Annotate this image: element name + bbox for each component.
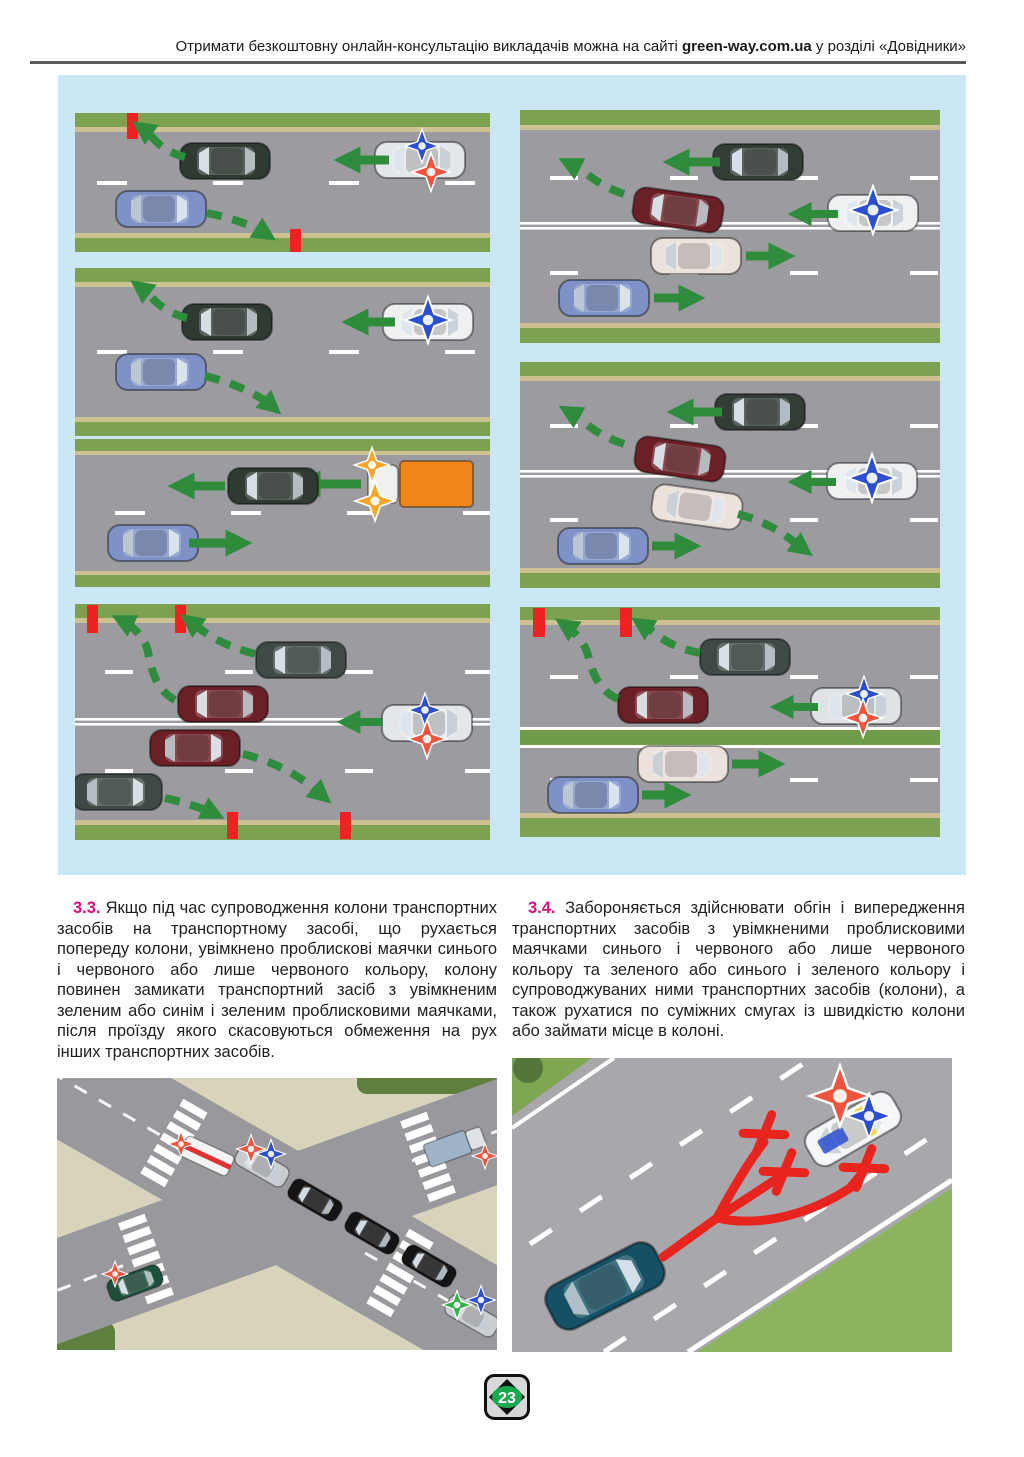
- diagram-four-lane-lane-change: [520, 362, 940, 588]
- page-number: 23: [498, 1390, 516, 1407]
- dark-red-car: [178, 686, 268, 722]
- page-header-note: [30, 38, 966, 55]
- diagram-two-lane-pull-over-with-stop-markers: [75, 113, 490, 252]
- stop-marker: [290, 229, 301, 252]
- blue-car: [108, 525, 198, 561]
- dark-car: [713, 144, 803, 180]
- stop-marker: [127, 113, 138, 139]
- gray-car: [75, 774, 162, 810]
- blue-car: [558, 528, 648, 564]
- stop-marker: [227, 812, 238, 839]
- white-car: [651, 238, 741, 274]
- article-body: Якщо під час супроводження колони транспортних засобів на транспортному засобі, що рухається попереду колони, увімкнено проблискові маячки синього і червоного або лише червоного кольору, колону повинен замикати транспортний засіб з увімкненим зеленим або синім і зеленим проблисковими маячками, після проїзду якого скасовуються обмеження на рух інших транспортних засобів.: [57, 899, 497, 1061]
- diagram-two-lane-pull-over: [75, 268, 490, 436]
- article-body: Забороняється здійснювати обгін і випередження транспортних засобів з увімкненими проблисковими маячками синього і червоного або лише червоного кольору та зеленого або синього і зеленого кольору і супроводжуваних ними транспортних засобів (колони), а також рухатися по суміжних смугах із швидкістю колони або займати місце в колоні.: [512, 899, 965, 1040]
- blue-car: [116, 191, 206, 227]
- article-3-4: [512, 898, 965, 1042]
- diagram-four-lane-pull-over-with-stop-markers: [75, 604, 490, 840]
- header-suffix: у розділі «Довідники»: [811, 38, 966, 55]
- article-3-3: [57, 898, 497, 1062]
- header-site-url: green-way.com.ua: [681, 38, 812, 55]
- diagram-divided-road-pull-over: [520, 607, 940, 837]
- stop-marker: [620, 608, 632, 637]
- illustration-no-overtaking-escort: [512, 1058, 952, 1352]
- illustration-convoy-intersection: [57, 1078, 497, 1350]
- dark-car: [228, 468, 318, 504]
- dark-car: [715, 394, 805, 430]
- dark-red-car: [618, 687, 708, 723]
- diagram-panel: [58, 75, 966, 875]
- white-car: [638, 746, 728, 782]
- stop-marker: [87, 605, 98, 633]
- dark-car: [180, 143, 270, 179]
- stop-marker: [533, 608, 545, 637]
- gray-car: [700, 639, 790, 675]
- blue-car: [559, 280, 649, 316]
- dark-red-car: [150, 730, 240, 766]
- stop-marker: [175, 605, 186, 633]
- article-number: 3.3.: [73, 899, 101, 917]
- header-divider: [30, 61, 966, 64]
- header-prefix: Отримати безкоштовну онлайн-консультацію викладачів можна на сайті: [175, 38, 682, 55]
- page-number-badge: [484, 1374, 530, 1420]
- gray-car: [256, 642, 346, 678]
- diagram-orange-beacon-no-yield: [75, 439, 490, 587]
- article-number: 3.4.: [528, 899, 556, 917]
- blue-car: [548, 777, 638, 813]
- stop-marker: [340, 812, 351, 839]
- diagram-four-lane-clear-center: [520, 110, 940, 343]
- dark-car: [182, 304, 272, 340]
- blue-car: [116, 354, 206, 390]
